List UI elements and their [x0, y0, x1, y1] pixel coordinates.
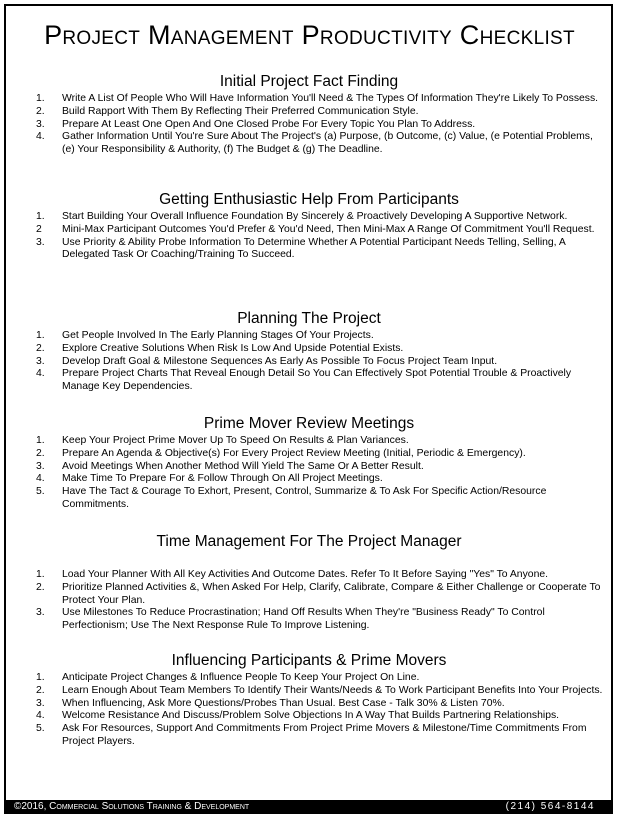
item-text: Ask For Resources, Support And Commitments From Project Prime Movers & Milestone/Time Commitments From Project Players. [62, 723, 587, 747]
list-item [14, 448, 604, 461]
copyright-text: ©2016, Commercial Solutions Training & Development [14, 801, 250, 812]
item-number: 4. [36, 131, 45, 143]
list-item [14, 569, 604, 582]
checklist [14, 569, 604, 633]
item-text: Prepare At Least One Open And One Closed Probe For Every Topic You Plan To Address. [62, 118, 476, 130]
item-number: 1. [36, 435, 45, 446]
item-text: Get People Involved In The Early Planning Stages Of Your Projects. [62, 330, 374, 341]
item-text: Start Building Your Overall Influence Foundation By Sincerely & Proactively Developing A Supportive Network. [62, 211, 568, 222]
list-item [14, 435, 604, 448]
checklist [14, 435, 604, 512]
item-number: 2. [36, 684, 45, 696]
section-heading: Getting Enthusiastic Help From Participants [159, 191, 459, 208]
section-heading: Influencing Participants & Prime Movers [171, 652, 447, 669]
item-number: 3. [36, 460, 45, 472]
item-number: 2. [36, 581, 45, 593]
checklist [14, 672, 604, 749]
item-text: Use Priority & Ability Probe Information To Determine Whether A Potential Participant Needs Telling, Selling, A Delegated Task Or Coaching/Training To Succeed. [62, 236, 566, 261]
item-text: Explore Creative Solutions When Risk Is Low And Upside Potential Exists. [62, 342, 404, 354]
section-influencing [14, 652, 604, 749]
item-number: 2. [36, 105, 45, 117]
checklist [14, 93, 604, 157]
list-item [14, 330, 604, 343]
item-text: Make Time To Prepare For & Follow Through On All Project Meetings. [62, 473, 383, 485]
item-text: Prepare Project Charts That Reveal Enough Detail So You Can Effectively Spot Potential Trouble & Proactively Manage Key Dependencies. [62, 368, 572, 393]
list-item [14, 672, 604, 685]
checklist [14, 330, 604, 394]
list-item [14, 473, 604, 486]
list-item [14, 723, 604, 749]
list-item [14, 685, 604, 698]
item-text: Have The Tact & Courage To Exhort, Present, Control, Summarize & To Ask For Specific Action/Resource Commitments. [62, 486, 547, 510]
item-text: Develop Draft Goal & Milestone Sequences As Early As Possible To Focus Project Team Input. [62, 355, 498, 367]
section-enthusiastic-help [14, 191, 604, 262]
item-text: Build Rapport With Them By Reflecting Their Preferred Communication Style. [62, 105, 419, 117]
footer-bar [6, 800, 611, 814]
list-item [14, 211, 604, 224]
item-number: 4. [36, 473, 45, 485]
item-text: Learn Enough About Team Members To Identify Their Wants/Needs & To Work Participant Benefits Into Your Projects. [62, 684, 603, 696]
item-number: 4. [36, 368, 45, 380]
phone-number: (214) 564-8144 [505, 801, 595, 812]
section-planning [14, 310, 604, 394]
item-number: 5. [36, 723, 45, 735]
item-text: Prioritize Planned Activities &, When Asked For Help, Clarify, Calibrate, Compare & Either Challenge or Cooperate To Protect Your Plan. [62, 581, 601, 606]
item-number: 4. [36, 710, 45, 722]
item-text: Gather Information Until You're Sure About The Project's (a) Purpose, (b Outcome, (c) Value, (e Potential Problems, (e) Your Responsibility & Authority, (f) The Budget & (g) The Deadline. [62, 131, 593, 156]
list-item [14, 106, 604, 119]
item-text: Write A List Of People Who Will Have Information You'll Need & The Types Of Information They're Likely To Possess. [62, 93, 599, 104]
list-item [14, 237, 604, 263]
page-title: Project Management Productivity Checklist [44, 20, 575, 50]
item-number: 3. [36, 236, 45, 248]
list-item [14, 698, 604, 711]
list-item [14, 131, 604, 157]
list-item [14, 93, 604, 106]
item-number: 3. [36, 355, 45, 367]
item-number: 1. [36, 330, 45, 341]
item-number: 1. [36, 569, 45, 580]
section-heading: Time Management For The Project Manager [156, 533, 462, 550]
item-text: Avoid Meetings When Another Method Will Yield The Same Or A Better Result. [62, 460, 424, 472]
item-text: Anticipate Project Changes & Influence People To Keep Your Project On Line. [62, 672, 420, 683]
section-heading: Initial Project Fact Finding [219, 73, 399, 90]
item-text: When Influencing, Ask More Questions/Probes Than Usual. Best Case - Talk 30% & Listen 70%. [62, 697, 505, 709]
item-text: Load Your Planner With All Key Activities And Outcome Dates. Refer To It Before Saying "Yes" To Anyone. [62, 569, 549, 580]
item-text: Keep Your Project Prime Mover Up To Speed On Results & Plan Variances. [62, 435, 409, 446]
list-item [14, 119, 604, 132]
item-number: 1. [36, 211, 45, 222]
section-heading: Prime Mover Review Meetings [203, 415, 415, 432]
section-heading: Planning The Project [237, 310, 381, 327]
list-item [14, 582, 604, 608]
item-number: 2. [36, 447, 45, 459]
item-number: 5. [36, 486, 45, 498]
item-text: Prepare An Agenda & Objective(s) For Every Project Review Meeting (Initial, Periodic & Emergency). [62, 447, 526, 459]
item-number: 2 [36, 223, 42, 235]
item-text: Welcome Resistance And Discuss/Problem Solve Objections In A Way That Builds Partnering Relationships. [62, 710, 560, 722]
item-text: Use Milestones To Reduce Procrastination; Hand Off Results When They're "Business Ready" To Control Perfectionism; Use The Next Response Rule To Improve Listening. [62, 607, 545, 632]
item-number: 3. [36, 607, 45, 619]
list-item [14, 368, 604, 394]
list-item [14, 486, 604, 512]
list-item [14, 356, 604, 369]
item-number: 3. [36, 697, 45, 709]
list-item [14, 461, 604, 474]
item-number: 1. [36, 672, 45, 683]
list-item [14, 607, 604, 633]
item-number: 3. [36, 118, 45, 130]
item-number: 1. [36, 93, 45, 104]
section-time-management [14, 533, 604, 633]
section-initial-fact-finding [14, 73, 604, 157]
section-prime-mover-meetings [14, 415, 604, 512]
checklist [14, 211, 604, 262]
list-item [14, 710, 604, 723]
list-item [14, 343, 604, 356]
item-number: 2. [36, 342, 45, 354]
list-item [14, 224, 604, 237]
item-text: Mini-Max Participant Outcomes You'd Prefer & You'd Need, Then Mini-Max A Range Of Commitment You'll Request. [62, 223, 595, 235]
